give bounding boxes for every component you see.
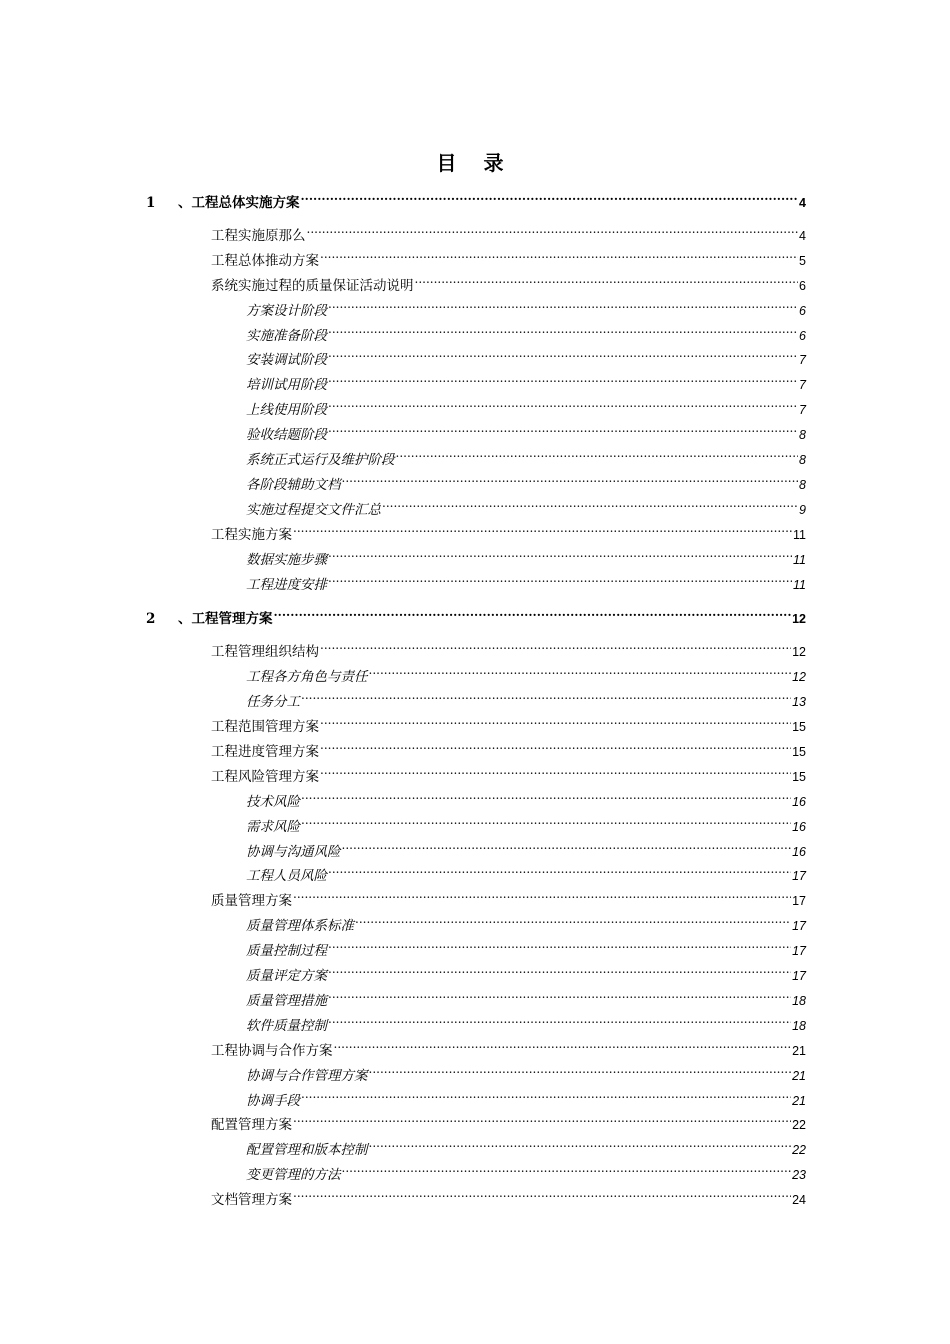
toc-dot-leader	[293, 883, 791, 905]
toc-dot-leader	[320, 759, 791, 781]
toc-page-number: 8	[799, 453, 806, 467]
toc-entry-text: 配置管理和版本控制	[246, 1142, 368, 1159]
toc-page-number: 17	[792, 894, 806, 909]
toc-subsection-entry[interactable]	[246, 392, 806, 419]
toc-dot-leader	[320, 634, 791, 656]
toc-entry-text: 质量控制过程	[246, 943, 327, 960]
toc-section-entry[interactable]	[211, 268, 806, 294]
toc-entry-text: 质量管理方案	[211, 893, 292, 910]
toc-chapter-number: 2	[146, 611, 156, 628]
toc-dot-leader	[320, 709, 791, 731]
toc-dot-leader	[328, 392, 798, 414]
toc-section-entry[interactable]	[211, 218, 806, 244]
toc-dot-leader	[301, 185, 799, 207]
toc-dot-leader	[301, 1083, 791, 1105]
toc-entry-text: 工程人员风险	[246, 868, 327, 885]
toc-entry-text: 质量管理体系标准	[246, 918, 354, 935]
toc-entry-text: 工程各方角色与责任	[246, 669, 368, 686]
toc-entry-text: 系统实施过程的质量保证活动说明	[211, 277, 414, 294]
toc-subsection-entry[interactable]	[246, 417, 806, 444]
toc-page-number: 6	[799, 303, 806, 318]
toc-dot-leader	[328, 858, 791, 880]
toc-entry-text: 需求风险	[246, 818, 300, 835]
toc-dot-leader	[328, 1008, 791, 1030]
toc-entry-text: 质量管理措施	[246, 992, 327, 1009]
toc-subsection-entry[interactable]	[246, 1157, 806, 1184]
toc-subsection-entry[interactable]	[246, 834, 806, 860]
toc-dot-leader	[342, 1157, 792, 1179]
toc-page-number: 6	[799, 278, 806, 293]
toc-page-number: 11	[793, 577, 806, 592]
toc-subsection-entry[interactable]	[246, 1008, 806, 1034]
toc-entry-text: 协调与合作管理方案	[246, 1067, 368, 1084]
toc-dot-leader	[293, 1182, 791, 1204]
toc-subsection-entry[interactable]	[246, 442, 806, 468]
toc-subsection-entry[interactable]	[246, 567, 806, 593]
toc-page-number: 16	[792, 819, 806, 834]
toc-page-number: 17	[792, 944, 806, 959]
toc-subsection-entry[interactable]	[246, 809, 806, 835]
toc-entry-text: 工程进度管理方案	[211, 743, 319, 760]
toc-page-number: 5	[799, 253, 806, 268]
toc-dot-leader	[334, 1033, 792, 1055]
toc-entry-text: 变更管理的方法	[246, 1167, 341, 1184]
toc-dot-leader	[274, 601, 792, 623]
toc-section-entry[interactable]	[211, 883, 806, 910]
toc-dot-leader	[369, 1058, 792, 1080]
toc-subsection-entry[interactable]	[246, 659, 806, 686]
toc-dot-leader	[320, 734, 791, 756]
toc-subsection-entry[interactable]	[246, 293, 806, 319]
toc-page-number: 8	[799, 428, 806, 443]
toc-page-number: 21	[792, 1093, 806, 1108]
toc-section-entry[interactable]	[211, 759, 806, 785]
toc-dot-leader	[369, 659, 792, 681]
toc-entry-text: 数据实施步骤	[246, 551, 327, 568]
toc-dot-leader	[301, 784, 791, 806]
toc-page-number: 18	[792, 1018, 806, 1033]
toc-page-number: 22	[792, 1143, 806, 1158]
toc-page-number: 15	[792, 769, 806, 784]
toc-section-entry[interactable]	[211, 634, 806, 661]
toc-entry-text: 上线使用阶段	[246, 402, 327, 419]
toc-page-number: 17	[792, 869, 806, 884]
toc-entry-text: 工程管理组织结构	[211, 644, 319, 661]
toc-page-number: 12	[792, 612, 806, 627]
toc-page-number: 7	[799, 378, 806, 393]
toc-entry-text: 工程总体推动方案	[211, 252, 319, 269]
toc-entry-text: 文档管理方案	[211, 1192, 292, 1209]
toc-page-number: 7	[799, 353, 806, 368]
toc-entry-text: 软件质量控制	[246, 1017, 327, 1034]
toc-page-number: 15	[792, 744, 806, 759]
toc-section-entry[interactable]	[211, 709, 806, 735]
toc-page-number: 16	[792, 794, 806, 809]
toc-entry-text: 安装调试阶段	[246, 352, 327, 369]
toc-page-number: 4	[799, 196, 806, 210]
toc-subsection-entry[interactable]	[246, 684, 806, 711]
toc-page-number: 4	[799, 228, 806, 243]
toc-page-number: 24	[792, 1193, 806, 1208]
toc-entry-text: 任务分工	[246, 694, 300, 711]
toc-dot-leader	[328, 567, 792, 589]
toc-dot-leader	[328, 958, 791, 980]
toc-entry-text: 实施过程提交文件汇总	[246, 501, 381, 518]
toc-entry-text: 工程进度安排	[246, 576, 327, 593]
toc-dot-leader	[328, 342, 798, 364]
toc-page-number: 11	[793, 552, 806, 567]
toc-entry-text: 工程协调与合作方案	[211, 1042, 333, 1059]
toc-entry-text: 协调与沟通风险	[246, 843, 341, 860]
toc-entry-text: 培训试用阶段	[246, 377, 327, 394]
toc-dot-leader	[328, 542, 792, 564]
toc-subsection-entry[interactable]	[246, 342, 806, 369]
toc-subsection-entry[interactable]	[246, 367, 806, 394]
toc-section-entry[interactable]	[211, 1107, 806, 1134]
toc-entry-text: 验收结题阶段	[246, 427, 327, 444]
toc-section-entry[interactable]	[211, 1033, 806, 1059]
toc-dot-leader	[328, 293, 798, 315]
toc-dot-leader	[328, 318, 798, 340]
toc-entry-text: 工程实施原那么	[211, 227, 306, 244]
toc-dot-leader	[328, 417, 798, 439]
toc-subsection-entry[interactable]	[246, 467, 806, 493]
toc-dot-leader	[328, 933, 791, 955]
toc-entry-text: 协调手段	[246, 1092, 300, 1109]
toc-subsection-entry[interactable]	[246, 542, 806, 568]
toc-subsection-entry[interactable]	[246, 958, 806, 984]
toc-title: 目 录	[436, 151, 514, 175]
toc-dot-leader	[342, 467, 799, 489]
toc-subsection-entry[interactable]	[246, 318, 806, 344]
toc-page-number: 15	[792, 720, 806, 734]
toc-page-number: 21	[792, 1043, 806, 1058]
toc-chapter-entry[interactable]	[146, 185, 806, 211]
toc-chapter-entry[interactable]	[146, 601, 806, 628]
toc-dot-leader	[293, 517, 792, 539]
toc-dot-leader	[307, 218, 799, 240]
toc-dot-leader	[328, 367, 798, 389]
toc-page-number: 23	[792, 1168, 806, 1183]
toc-dot-leader	[328, 983, 791, 1005]
toc-entry-text: 工程实施方案	[211, 526, 292, 543]
toc-page-number: 22	[792, 1118, 806, 1133]
toc-dot-leader	[293, 1107, 791, 1129]
toc-page-number: 18	[792, 993, 806, 1008]
toc-dot-leader	[415, 268, 799, 290]
toc-entry-text: 质量评定方案	[246, 968, 327, 984]
toc-page-number: 17	[792, 919, 806, 934]
toc-entry-text: 工程范围管理方案	[211, 719, 319, 735]
toc-entry-text: 系统正式运行及维护阶段	[246, 452, 395, 468]
toc-dot-leader	[396, 442, 799, 464]
toc-section-entry[interactable]	[211, 243, 806, 269]
toc-page-number: 16	[792, 844, 806, 859]
toc-page-number: 11	[793, 527, 806, 542]
toc-dot-leader	[369, 1132, 792, 1154]
toc-page-number: 7	[799, 403, 806, 418]
toc-page-number: 12	[792, 670, 806, 685]
toc-entry-text: 、工程总体实施方案	[178, 195, 300, 211]
toc-chapter-number: 1	[146, 195, 156, 211]
toc-dot-leader	[355, 908, 791, 930]
toc-page-number: 9	[799, 502, 806, 517]
toc-entry-text: 技术风险	[246, 793, 300, 810]
toc-entry-text: 各阶段辅助文档	[246, 476, 341, 493]
toc-subsection-entry[interactable]	[246, 983, 806, 1009]
toc-section-entry[interactable]	[211, 734, 806, 760]
toc-dot-leader	[301, 684, 791, 706]
toc-subsection-entry[interactable]	[246, 1132, 806, 1159]
toc-page-number: 17	[792, 969, 806, 983]
toc-entry-text: 配置管理方案	[211, 1117, 292, 1134]
toc-dot-leader	[342, 834, 792, 856]
toc-section-entry[interactable]	[211, 517, 806, 543]
toc-entry-text: 工程风险管理方案	[211, 768, 319, 785]
toc-subsection-entry[interactable]	[246, 1083, 806, 1109]
toc-page-number: 12	[792, 645, 806, 660]
toc-section-entry[interactable]	[211, 1182, 806, 1209]
toc-dot-leader	[382, 492, 798, 514]
toc-subsection-entry[interactable]	[246, 933, 806, 960]
toc-page-number: 8	[799, 477, 806, 492]
toc-entry-text: 实施准备阶段	[246, 327, 327, 344]
toc-page-number: 6	[799, 328, 806, 343]
toc-dot-leader	[301, 809, 791, 831]
toc-page-number: 13	[792, 695, 806, 710]
toc-entry-text: 方案设计阶段	[246, 302, 327, 319]
toc-page-number: 21	[792, 1068, 806, 1083]
toc-entry-text: 、工程管理方案	[178, 611, 273, 628]
toc-subsection-entry[interactable]	[246, 492, 806, 518]
toc-subsection-entry[interactable]	[246, 1058, 806, 1084]
toc-subsection-entry[interactable]	[246, 908, 806, 935]
toc-subsection-entry[interactable]	[246, 858, 806, 885]
toc-subsection-entry[interactable]	[246, 784, 806, 810]
toc-dot-leader	[320, 243, 798, 265]
